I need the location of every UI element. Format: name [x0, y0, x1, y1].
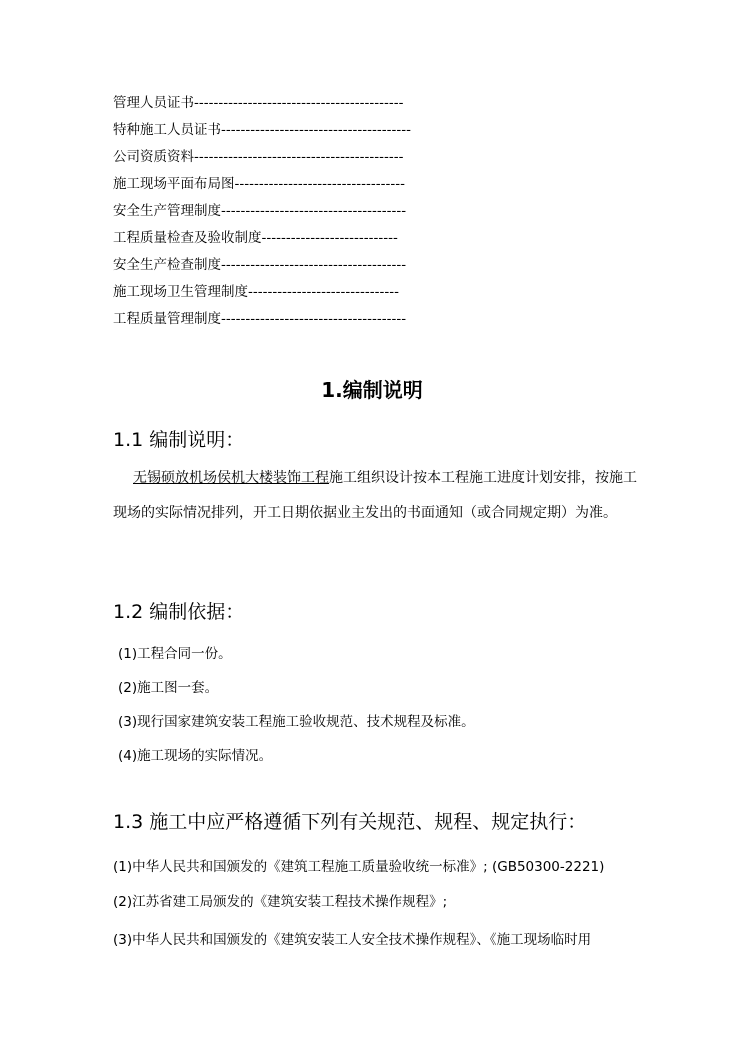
section-heading-1-3: 1.3 施工中应严格遵循下列有关规范、规程、规定执行：: [113, 811, 587, 833]
toc-item-quality-management-system: 工程质量管理制度--------------------------------------: [113, 311, 407, 327]
toc-item-special-worker-certificates: 特种施工人员证书---------------------------------------: [113, 122, 411, 138]
toc-item-management-certificates: 管理人员证书-------------------------------------------: [113, 95, 404, 111]
basis-item-2: (2)施工图一套。: [118, 680, 219, 696]
toc-item-site-sanitation-system: 施工现场卫生管理制度-------------------------------: [113, 284, 400, 300]
section-heading-1-2: 1.2 编制依据：: [113, 601, 245, 623]
toc-item-company-qualifications: 公司资质资料-------------------------------------------: [113, 149, 404, 165]
toc-item-safety-inspection-system: 安全生产检查制度--------------------------------------: [113, 257, 407, 273]
regulation-item-2: (2)江苏省建工局颁发的《建筑安装工程技术操作规程》;: [113, 894, 448, 910]
toc-item-safety-management-system: 安全生产管理制度--------------------------------------: [113, 203, 407, 219]
section-heading-1-1: 1.1 编制说明：: [113, 429, 245, 451]
paragraph-body: 施工组织设计按本工程施工进度计划安排，按施工现场的实际情况排列，开工日期依据业主发出的书面通知（或合同规定期）为准。: [113, 470, 637, 521]
toc-item-quality-inspection-system: 工程质量检查及验收制度----------------------------: [113, 230, 398, 246]
toc-item-site-layout-plan: 施工现场平面布局图-----------------------------------: [113, 176, 405, 192]
basis-item-1: (1)工程合同一份。: [118, 646, 232, 662]
table-of-contents: [113, 90, 411, 333]
regulation-item-1: (1)中华人民共和国颁发的《建筑工程施工质量验收统一标准》; (GB50300-2221): [113, 859, 605, 875]
section-1-1-paragraph: [113, 461, 637, 530]
regulation-item-3: (3)中华人民共和国颁发的《建筑安装工人安全技术操作规程》、《施工现场临时用: [113, 932, 592, 948]
basis-item-3: (3)现行国家建筑安装工程施工验收规范、技术规程及标准。: [118, 714, 475, 730]
chapter-title: 1.编制说明: [321, 378, 423, 402]
basis-item-4: (4)施工现场的实际情况。: [118, 748, 273, 764]
project-name: 无锡硕放机场侯机大楼装饰工程: [133, 470, 329, 486]
